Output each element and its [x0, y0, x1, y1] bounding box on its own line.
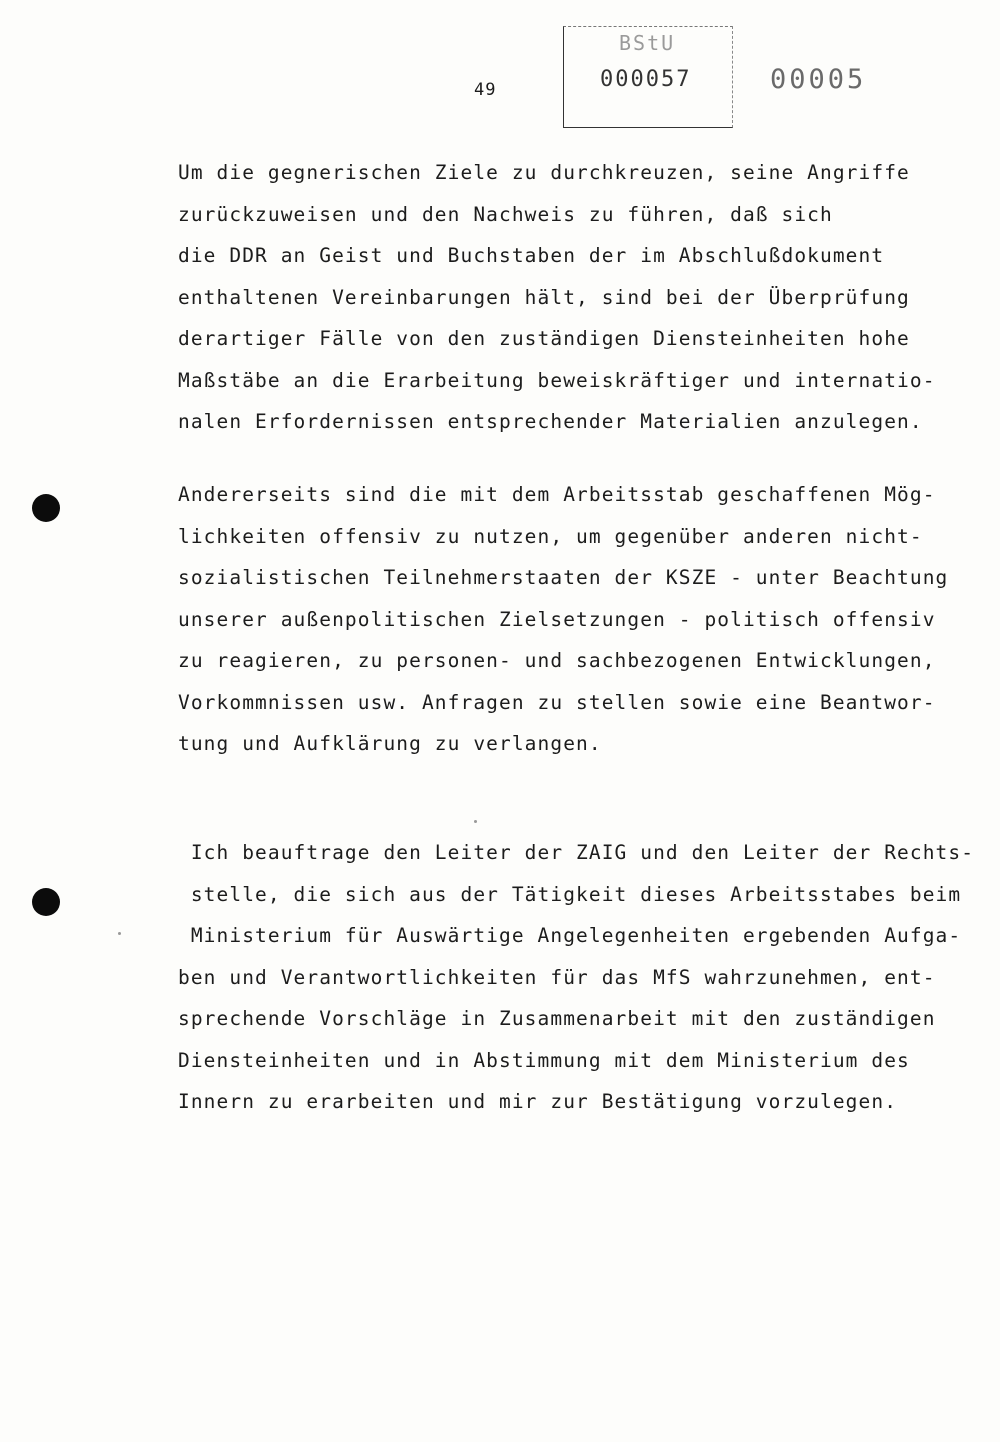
text-line: Diensteinheiten und in Abstimmung mit dem Ministerium des: [178, 1048, 910, 1072]
punch-hole-top: [32, 494, 60, 522]
stamp-number: 000057: [600, 67, 692, 92]
text-line: Um die gegnerischen Ziele zu durchkreuzen, seine Angriffe: [178, 161, 910, 184]
text-line: zurückzuweisen und den Nachweis zu führen, daß sich: [178, 202, 833, 226]
paragraph-1: [178, 152, 936, 443]
paper-speck: [118, 932, 121, 935]
text-line: derartiger Fälle von den zuständigen Diensteinheiten hohe: [178, 327, 910, 350]
text-line: Ich beauftrage den Leiter der ZAIG und den Leiter der Rechts-: [178, 841, 975, 864]
text-line: Ministerium für Auswärtige Angelegenheiten ergebenden Aufga-: [178, 924, 962, 947]
text-line: Vorkommnissen usw. Anfragen zu stellen sowie eine Beantwor-: [178, 690, 936, 714]
text-line: sprechende Vorschläge in Zusammenarbeit mit den zuständigen: [178, 1007, 936, 1030]
paragraph-3: [178, 832, 974, 1123]
stamp-label: BStU: [619, 31, 676, 55]
archive-stamp: [563, 26, 733, 128]
text-line: Maßstäbe an die Erarbeitung beweiskräftiger und internatio-: [178, 368, 936, 392]
paper-speck: [474, 820, 477, 823]
text-line: unserer außenpolitischen Zielsetzungen - politisch offensiv: [178, 607, 936, 631]
text-line: Innern zu erarbeiten und mir zur Bestätigung vorzulegen.: [178, 1090, 898, 1113]
text-line: stelle, die sich aus der Tätigkeit dieses Arbeitsstabes beim: [178, 882, 962, 906]
text-line: enthaltenen Vereinbarungen hält, sind bei der Überprüfung: [178, 285, 910, 309]
text-line: sozialistischen Teilnehmerstaaten der KSZE - unter Beachtung: [178, 566, 949, 589]
text-line: lichkeiten offensiv zu nutzen, um gegenüber anderen nicht-: [178, 524, 923, 548]
text-line: Andererseits sind die mit dem Arbeitsstab geschaffenen Mög-: [178, 483, 936, 506]
text-line: die DDR an Geist und Buchstaben der im Abschlußdokument: [178, 244, 885, 267]
punch-hole-bottom: [32, 888, 60, 916]
paragraph-2: [178, 474, 948, 765]
page-number: 49: [474, 80, 497, 100]
text-line: zu reagieren, zu personen- und sachbezogenen Entwicklungen,: [178, 649, 936, 672]
text-line: ben und Verantwortlichkeiten für das MfS wahrzunehmen, ent-: [178, 965, 936, 989]
text-line: nalen Erfordernissen entsprechender Materialien anzulegen.: [178, 410, 923, 433]
text-line: tung und Aufklärung zu verlangen.: [178, 732, 602, 755]
archive-page-number: 00005: [770, 64, 867, 95]
